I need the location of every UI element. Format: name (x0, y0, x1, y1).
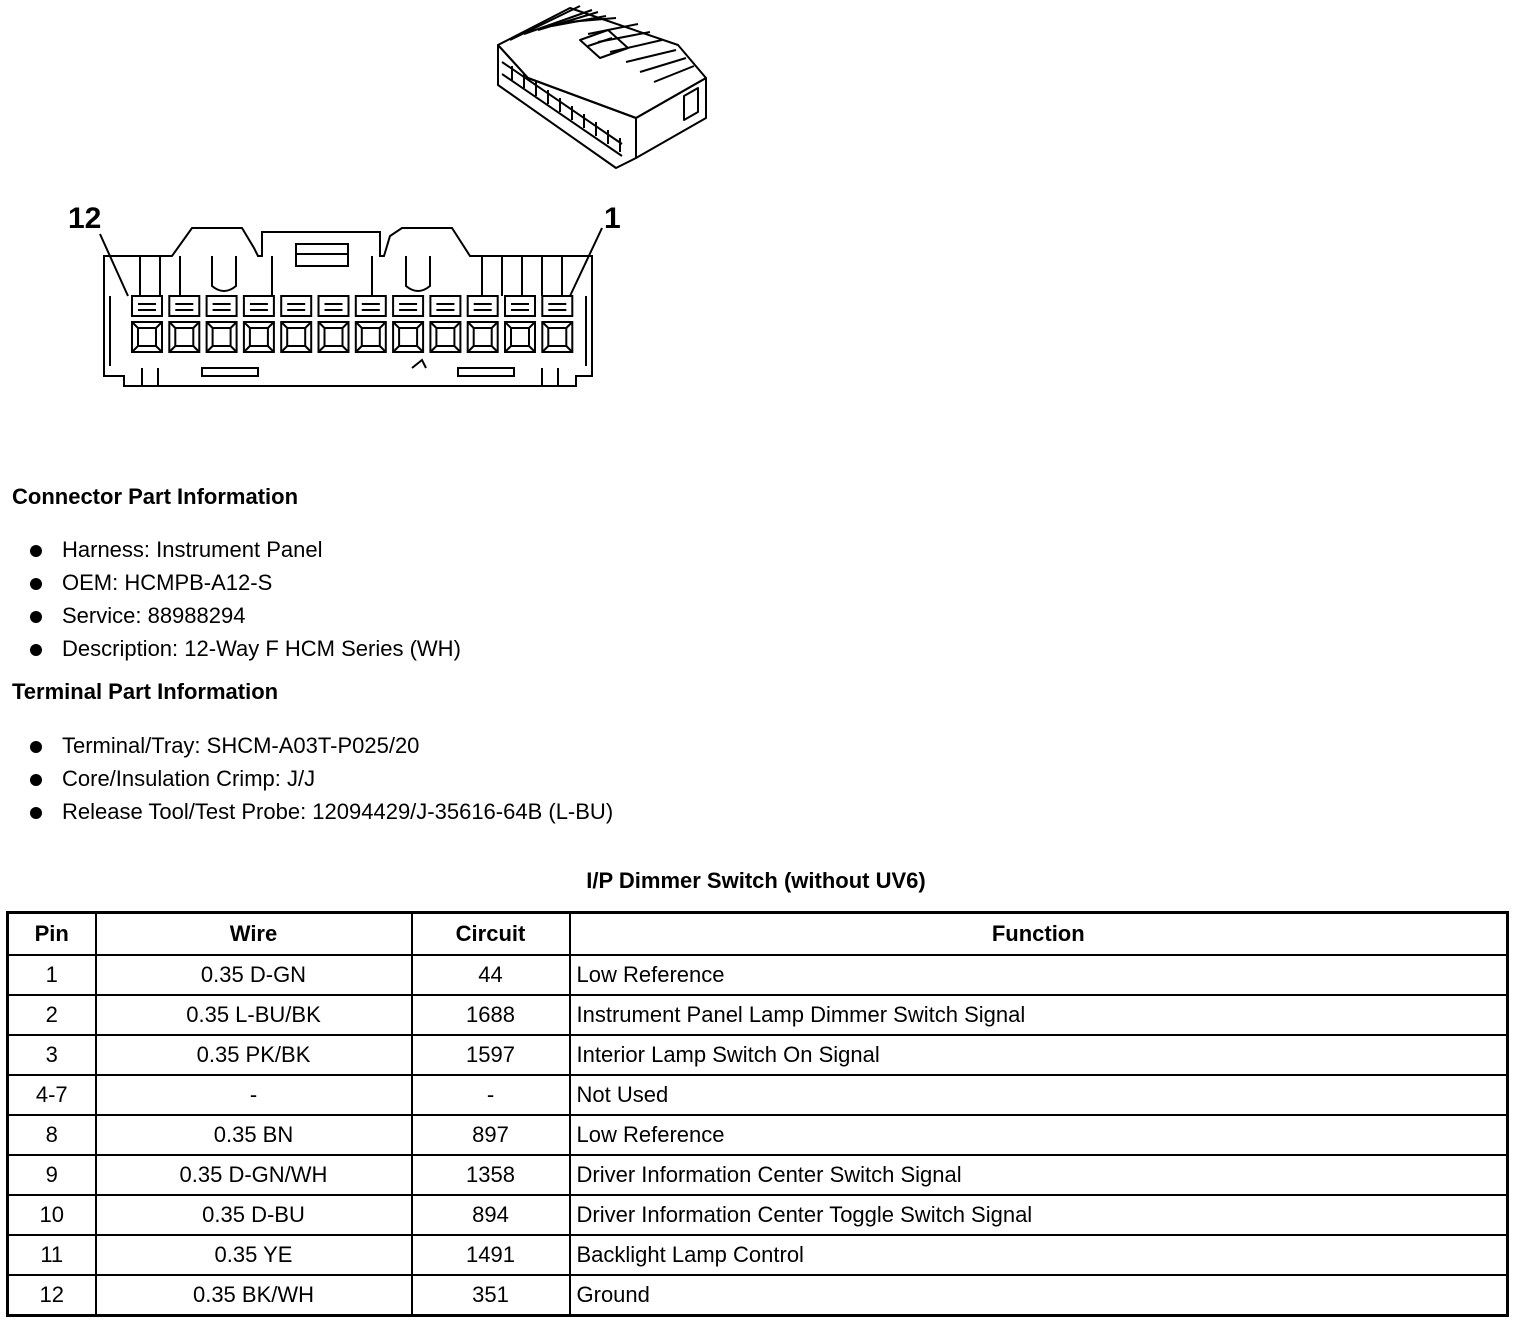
table-row (8, 1035, 1508, 1075)
cell-function: Interior Lamp Switch On Signal (570, 1035, 1508, 1075)
table-row (8, 995, 1508, 1035)
pinout-table (6, 911, 1509, 1317)
connector-info-item: OEM: HCMPB-A12-S (28, 569, 461, 602)
cavity (169, 296, 199, 352)
connector-info-item: Harness: Instrument Panel (28, 536, 461, 569)
cell-wire: 0.35 D-BU (96, 1195, 412, 1235)
cell-circuit: 897 (412, 1115, 570, 1155)
table-header-row (8, 913, 1508, 956)
table-row (8, 1195, 1508, 1235)
connector-part-info-heading: Connector Part Information (12, 484, 299, 509)
cavity (132, 296, 162, 352)
cell-circuit: 44 (412, 955, 570, 995)
pin-12-label: 12 (68, 202, 102, 235)
cell-pin: 1 (8, 955, 96, 995)
cell-pin: 12 (8, 1275, 96, 1316)
cavity (319, 296, 349, 352)
terminal-info-item: Release Tool/Test Probe: 12094429/J-35616-64B (L-BU) (28, 798, 613, 831)
cell-pin: 3 (8, 1035, 96, 1075)
cell-pin: 2 (8, 995, 96, 1035)
terminal-info-item: Core/Insulation Crimp: J/J (28, 765, 613, 798)
cavity (430, 296, 460, 352)
table-row (8, 1075, 1508, 1115)
header-wire: Wire (96, 913, 412, 956)
cell-circuit: 1358 (412, 1155, 570, 1195)
cell-circuit: 351 (412, 1275, 570, 1316)
cavity (393, 296, 423, 352)
cell-function: Backlight Lamp Control (570, 1235, 1508, 1275)
cell-wire: 0.35 D-GN (96, 955, 412, 995)
cell-function: Low Reference (570, 1115, 1508, 1155)
cell-wire: 0.35 YE (96, 1235, 412, 1275)
cell-function: Driver Information Center Switch Signal (570, 1155, 1508, 1195)
cell-function: Not Used (570, 1075, 1508, 1115)
cell-circuit: 1597 (412, 1035, 570, 1075)
connector-isometric-illustration (488, 0, 718, 175)
table-row (8, 1235, 1508, 1275)
cell-function: Ground (570, 1275, 1508, 1316)
cell-pin: 9 (8, 1155, 96, 1195)
cavity (505, 296, 535, 352)
table-row (8, 955, 1508, 995)
header-circuit: Circuit (412, 913, 570, 956)
table-row (8, 1275, 1508, 1316)
cell-circuit: 1688 (412, 995, 570, 1035)
cavity (207, 296, 237, 352)
header-function: Function (570, 913, 1508, 956)
cell-circuit: 1491 (412, 1235, 570, 1275)
cell-wire: 0.35 D-GN/WH (96, 1155, 412, 1195)
cavity-row (132, 296, 572, 352)
cell-pin: 11 (8, 1235, 96, 1275)
header-pin: Pin (8, 913, 96, 956)
cell-wire: 0.35 BK/WH (96, 1275, 412, 1316)
cell-function: Driver Information Center Toggle Switch Signal (570, 1195, 1508, 1235)
table-row (8, 1115, 1508, 1155)
terminal-part-info-list (28, 732, 613, 831)
cavity (468, 296, 498, 352)
terminal-info-item: Terminal/Tray: SHCM-A03T-P025/20 (28, 732, 613, 765)
cell-circuit: 894 (412, 1195, 570, 1235)
cavity (244, 296, 274, 352)
table-title: I/P Dimmer Switch (without UV6) (586, 868, 926, 893)
cell-circuit: - (412, 1075, 570, 1115)
cell-pin: 10 (8, 1195, 96, 1235)
connector-info-item: Description: 12-Way F HCM Series (WH) (28, 635, 461, 668)
cell-wire: - (96, 1075, 412, 1115)
cell-wire: 0.35 PK/BK (96, 1035, 412, 1075)
cell-pin: 4-7 (8, 1075, 96, 1115)
cell-wire: 0.35 L-BU/BK (96, 995, 412, 1035)
cell-function: Instrument Panel Lamp Dimmer Switch Signal (570, 995, 1508, 1035)
connector-info-item: Service: 88988294 (28, 602, 461, 635)
connector-face-view (62, 196, 622, 396)
cavity (281, 296, 311, 352)
pin-1-label: 1 (604, 202, 621, 235)
connector-part-info-list (28, 536, 461, 668)
cavity (356, 296, 386, 352)
cell-wire: 0.35 BN (96, 1115, 412, 1155)
terminal-part-info-heading: Terminal Part Information (12, 679, 279, 704)
cell-function: Low Reference (570, 955, 1508, 995)
cavity (542, 296, 572, 352)
cell-pin: 8 (8, 1115, 96, 1155)
table-row (8, 1155, 1508, 1195)
